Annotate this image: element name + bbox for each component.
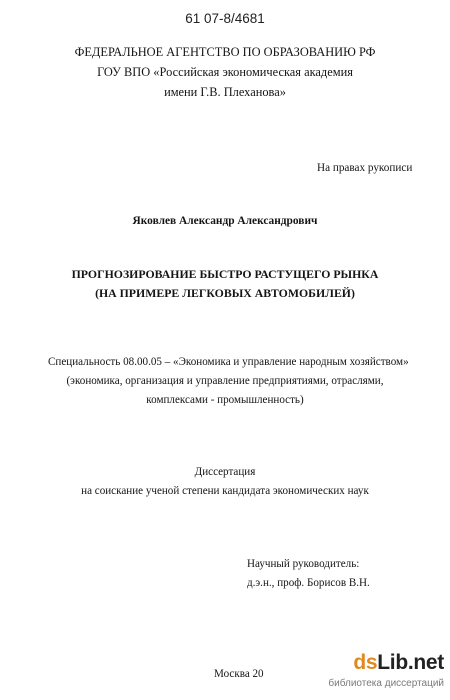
specialty-line2: (экономика, организация и управление предприятиями, отраслями, bbox=[66, 375, 384, 387]
specialty-line1: Специальность 08.00.05 – «Экономика и управление народным хозяйством» bbox=[48, 356, 409, 368]
dslib-logo bbox=[353, 652, 444, 673]
degree-text: на соискание ученой степени кандидата экономических наук bbox=[81, 485, 369, 497]
agency-name: ФЕДЕРАЛЬНОЕ АГЕНТСТВО ПО ОБРАЗОВАНИЮ РФ bbox=[74, 45, 376, 59]
advisor-name: д.э.н., проф. Борисов В.Н. bbox=[247, 577, 370, 589]
advisor-label: Научный руководитель: bbox=[247, 558, 360, 570]
dslib-watermark[interactable] bbox=[326, 652, 444, 696]
dissertation-title-line1: ПРОГНОЗИРОВАНИЕ БЫСТРО РАСТУЩЕГО РЫНКА bbox=[71, 267, 379, 281]
logo-rest-text: Lib.net bbox=[377, 651, 444, 674]
city-year: Москва 20 bbox=[214, 668, 264, 680]
dissertation-title-line2: (НА ПРИМЕРЕ ЛЕГКОВЫХ АВТОМОБИЛЕЙ) bbox=[95, 286, 355, 300]
university-name-line1: ГОУ ВПО «Российская экономическая академия bbox=[97, 65, 353, 79]
rights-note: На правах рукописи bbox=[317, 162, 413, 174]
specialty-line3: комплексами - промышленность) bbox=[146, 394, 304, 406]
dissertation-label: Диссертация bbox=[194, 466, 256, 478]
university-name-line2: имени Г.В. Плеханова» bbox=[164, 85, 286, 99]
logo-accent-text: ds bbox=[353, 651, 378, 674]
author-name: Яковлев Александр Александрович bbox=[132, 215, 318, 227]
watermark-subtitle: библиотека диссертаций bbox=[328, 678, 444, 689]
archive-code: 61 07-8/4681 bbox=[185, 11, 265, 26]
